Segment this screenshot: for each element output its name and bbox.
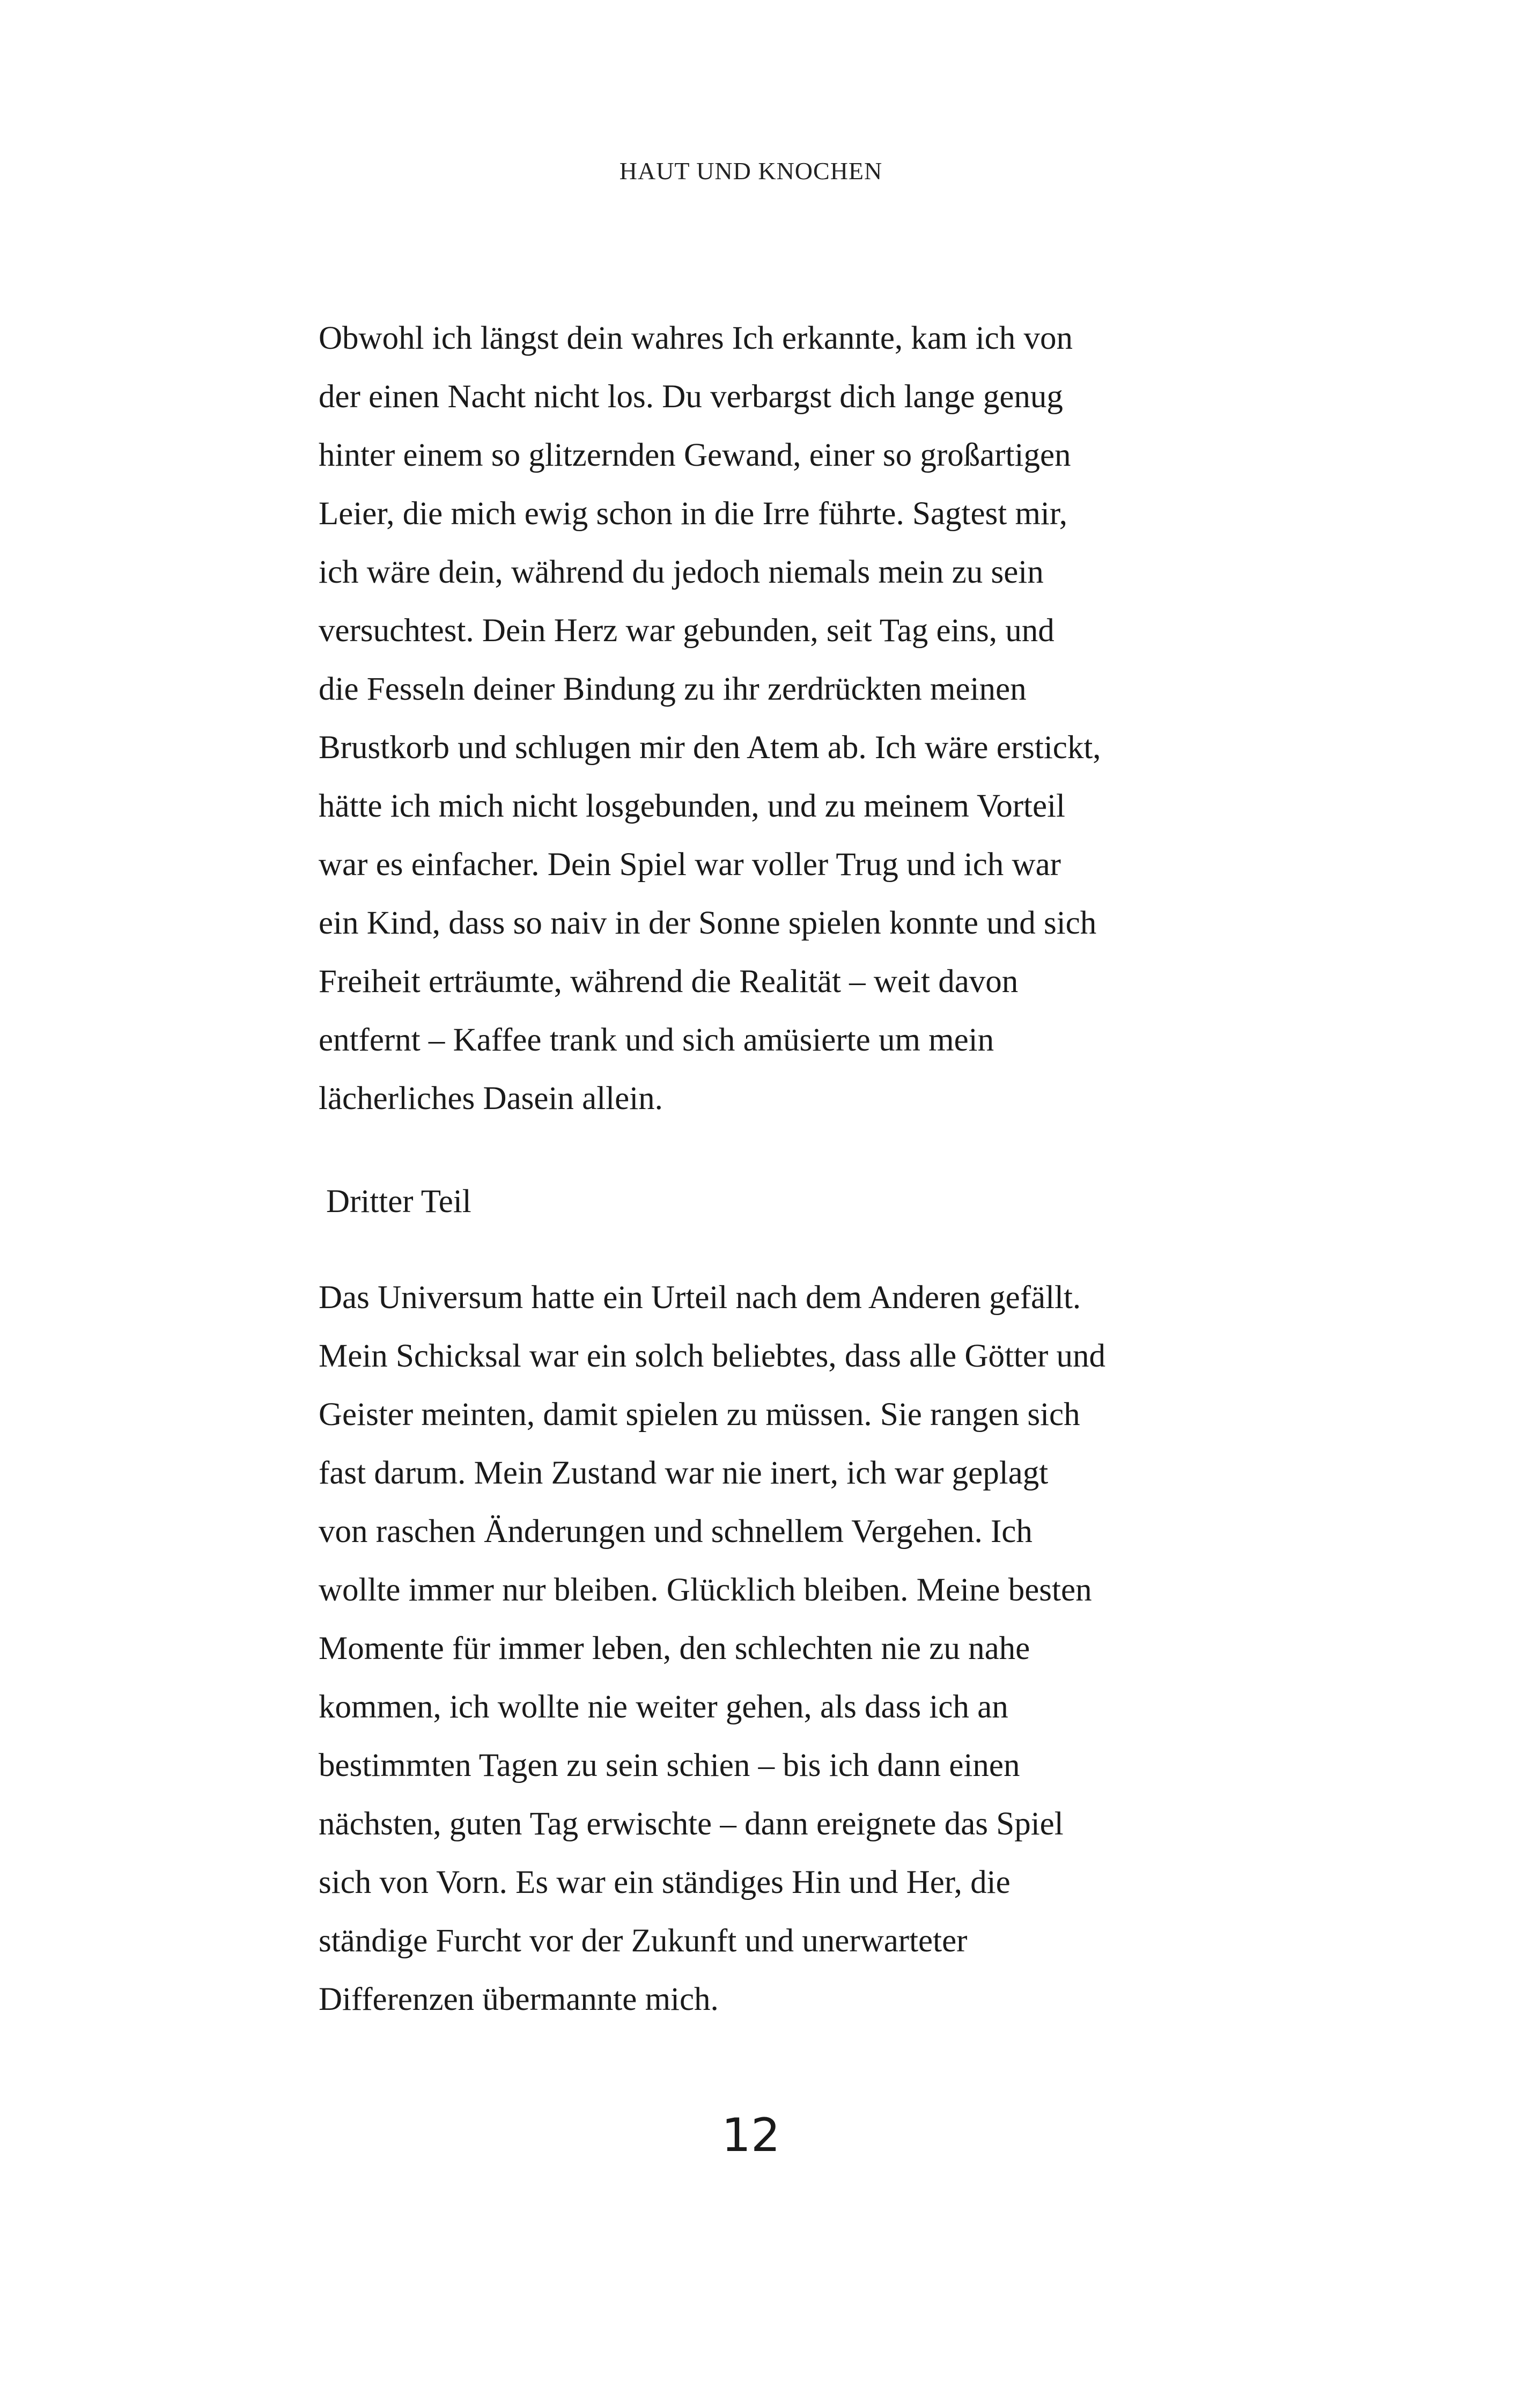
text-line: hinter einem so glitzernden Gewand, einer so großartigen [319, 437, 1071, 473]
text-line: ständige Furcht vor der Zukunft und unerwarteter [319, 1923, 968, 1959]
text-line: von raschen Änderungen und schnellem Vergehen. Ich [319, 1514, 1033, 1550]
text-line: Geister meinten, damit spielen zu müssen. Sie rangen sich [319, 1397, 1080, 1433]
page-number: 12 [721, 2109, 780, 2162]
text-line: war es einfacher. Dein Spiel war voller Trug und ich war [319, 847, 1061, 883]
text-line: Momente für immer leben, den schlechten nie zu nahe [319, 1631, 1030, 1666]
text-line: hätte ich mich nicht losgebunden, und zu meinem Vorteil [319, 788, 1065, 824]
text-line: sich von Vorn. Es war ein ständiges Hin und Her, die [319, 1864, 1011, 1900]
text-line: wollte immer nur bleiben. Glücklich bleiben. Meine besten [319, 1572, 1092, 1608]
text-line: fast darum. Mein Zustand war nie inert, ich war geplagt [319, 1455, 1049, 1491]
paragraph-1 [319, 309, 1257, 1128]
text-line: nächsten, guten Tag erwischte – dann ereignete das Spiel [319, 1806, 1064, 1842]
text-line: lächerliches Dasein allein. [319, 1081, 663, 1117]
text-line: der einen Nacht nicht los. Du verbargst dich lange genug [319, 379, 1063, 415]
text-line: die Fesseln deiner Bindung zu ihr zerdrückten meinen [319, 671, 1027, 707]
text-line: Leier, die mich ewig schon in die Irre führte. Sagtest mir, [319, 496, 1067, 532]
text-line: Freiheit erträumte, während die Realität – weit davon [319, 964, 1019, 1000]
text-line: Obwohl ich längst dein wahres Ich erkannte, kam ich von [319, 320, 1073, 356]
text-line: Differenzen übermannte mich. [319, 1981, 719, 2017]
running-header: HAUT UND KNOCHEN [619, 157, 883, 185]
text-line: entfernt – Kaffee trank und sich amüsierte um mein [319, 1022, 994, 1058]
text-line: Mein Schicksal war ein solch beliebtes, dass alle Götter und [319, 1338, 1106, 1374]
text-line: versuchtest. Dein Herz war gebunden, seit Tag eins, und [319, 613, 1055, 649]
text-line: Das Universum hatte ein Urteil nach dem Anderen gefällt. [319, 1280, 1081, 1316]
section-heading: Dritter Teil [326, 1184, 471, 1220]
text-line: ich wäre dein, während du jedoch niemals mein zu sein [319, 554, 1044, 590]
text-line: bestimmten Tagen zu sein schien – bis ich dann einen [319, 1748, 1020, 1783]
text-line: Brustkorb und schlugen mir den Atem ab. Ich wäre erstickt, [319, 730, 1101, 766]
text-line: kommen, ich wollte nie weiter gehen, als dass ich an [319, 1689, 1008, 1725]
text-line: ein Kind, dass so naiv in der Sonne spielen konnte und sich [319, 905, 1097, 941]
paragraph-2 [319, 1268, 1257, 2029]
